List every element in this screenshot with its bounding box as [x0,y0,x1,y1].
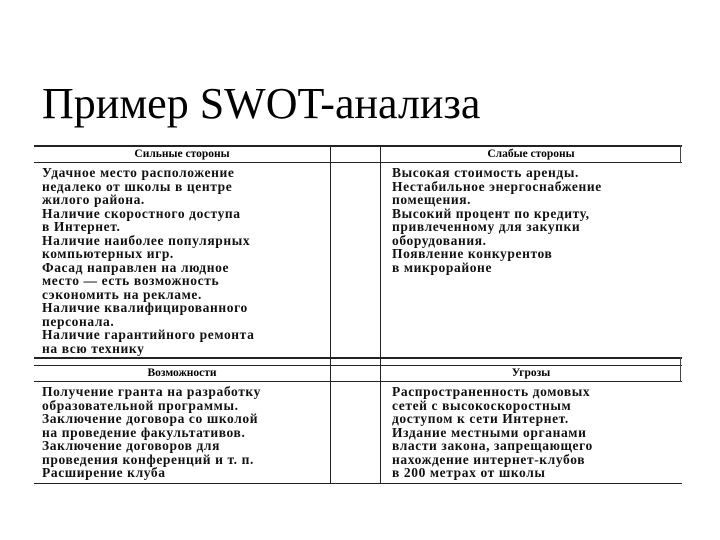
strengths-line: Наличие квалифицированного [42,300,248,315]
threats-text [392,385,680,480]
opportunities-line: образовательной программы. [42,397,239,413]
swot-table [34,145,682,485]
vertical-divider-right [380,145,381,484]
vertical-divider-left [330,145,331,484]
strengths-line: компьютерных игр. [42,246,174,261]
opportunities-line: Заключение договоров для [42,438,220,453]
opportunities-line: Расширение клуба [42,465,166,480]
strengths-line: сэкономить на рекламе. [42,286,202,302]
weaknesses-line: Нестабильное энергоснабжение [392,178,602,194]
middle-divider-2 [34,365,682,366]
threats-line: Распространенность домовых [392,384,591,399]
threats-line: в 200 метрах от школы [392,465,546,480]
header-divider-bottom [34,381,682,382]
strengths-line: жилого района. [42,192,145,207]
threats-line: нахождение интернет-клубов [392,451,586,467]
strengths-line: место — есть возможность [42,273,220,288]
strengths-line: Наличие наиболее популярных [42,232,251,248]
slide-title: Пример SWOT-анализа [42,79,481,128]
strengths-text [42,166,328,355]
opportunities-text [42,385,328,480]
table-bottom-border [34,483,682,484]
weaknesses-line: Высокая стоимость аренды. [392,165,579,180]
strengths-line: Удачное место расположение [42,165,235,180]
weaknesses-line: привлеченному для закупки [392,219,581,234]
strengths-line: Фасад направлен на людное [42,259,230,275]
threats-line: сетей с высокоскоростным [392,397,572,413]
threats-line: доступом к сети Интернет. [392,411,569,426]
weaknesses-line: Появление конкурентов [392,246,553,261]
table-top-border [34,145,682,147]
weaknesses-text [392,166,680,274]
opportunities-line: на проведение факультативов. [42,424,246,440]
header-divider-top [34,162,682,163]
strengths-line: Наличие скоростного доступа [42,205,241,221]
opportunities-line: Получение гранта на разработку [42,384,261,399]
threats-line: власти закона, запрещающего [392,438,593,453]
strengths-line: в Интернет. [42,219,121,234]
weaknesses-line: Высокий процент по кредиту, [392,205,590,221]
opportunities-line: проведения конференций и т. п. [42,451,254,467]
weaknesses-header: Слабые стороны [487,148,575,160]
weaknesses-line: помещения. [392,192,472,207]
strengths-line: недалеко от школы в центре [42,178,233,194]
threats-header: Угрозы [511,367,551,379]
threats-line: Издание местными органами [392,424,587,440]
opportunities-line: Заключение договора со школой [42,411,259,426]
strengths-header: Сильные стороны [134,148,230,160]
weaknesses-line: оборудования. [392,232,487,248]
strengths-line: персонала. [42,313,115,329]
opportunities-header: Возможности [147,367,217,379]
strengths-line: на всю технику [42,340,145,356]
middle-divider [34,357,682,359]
weaknesses-line: в микрорайоне [392,259,493,275]
strengths-line: Наличие гарантийного ремонта [42,327,255,342]
